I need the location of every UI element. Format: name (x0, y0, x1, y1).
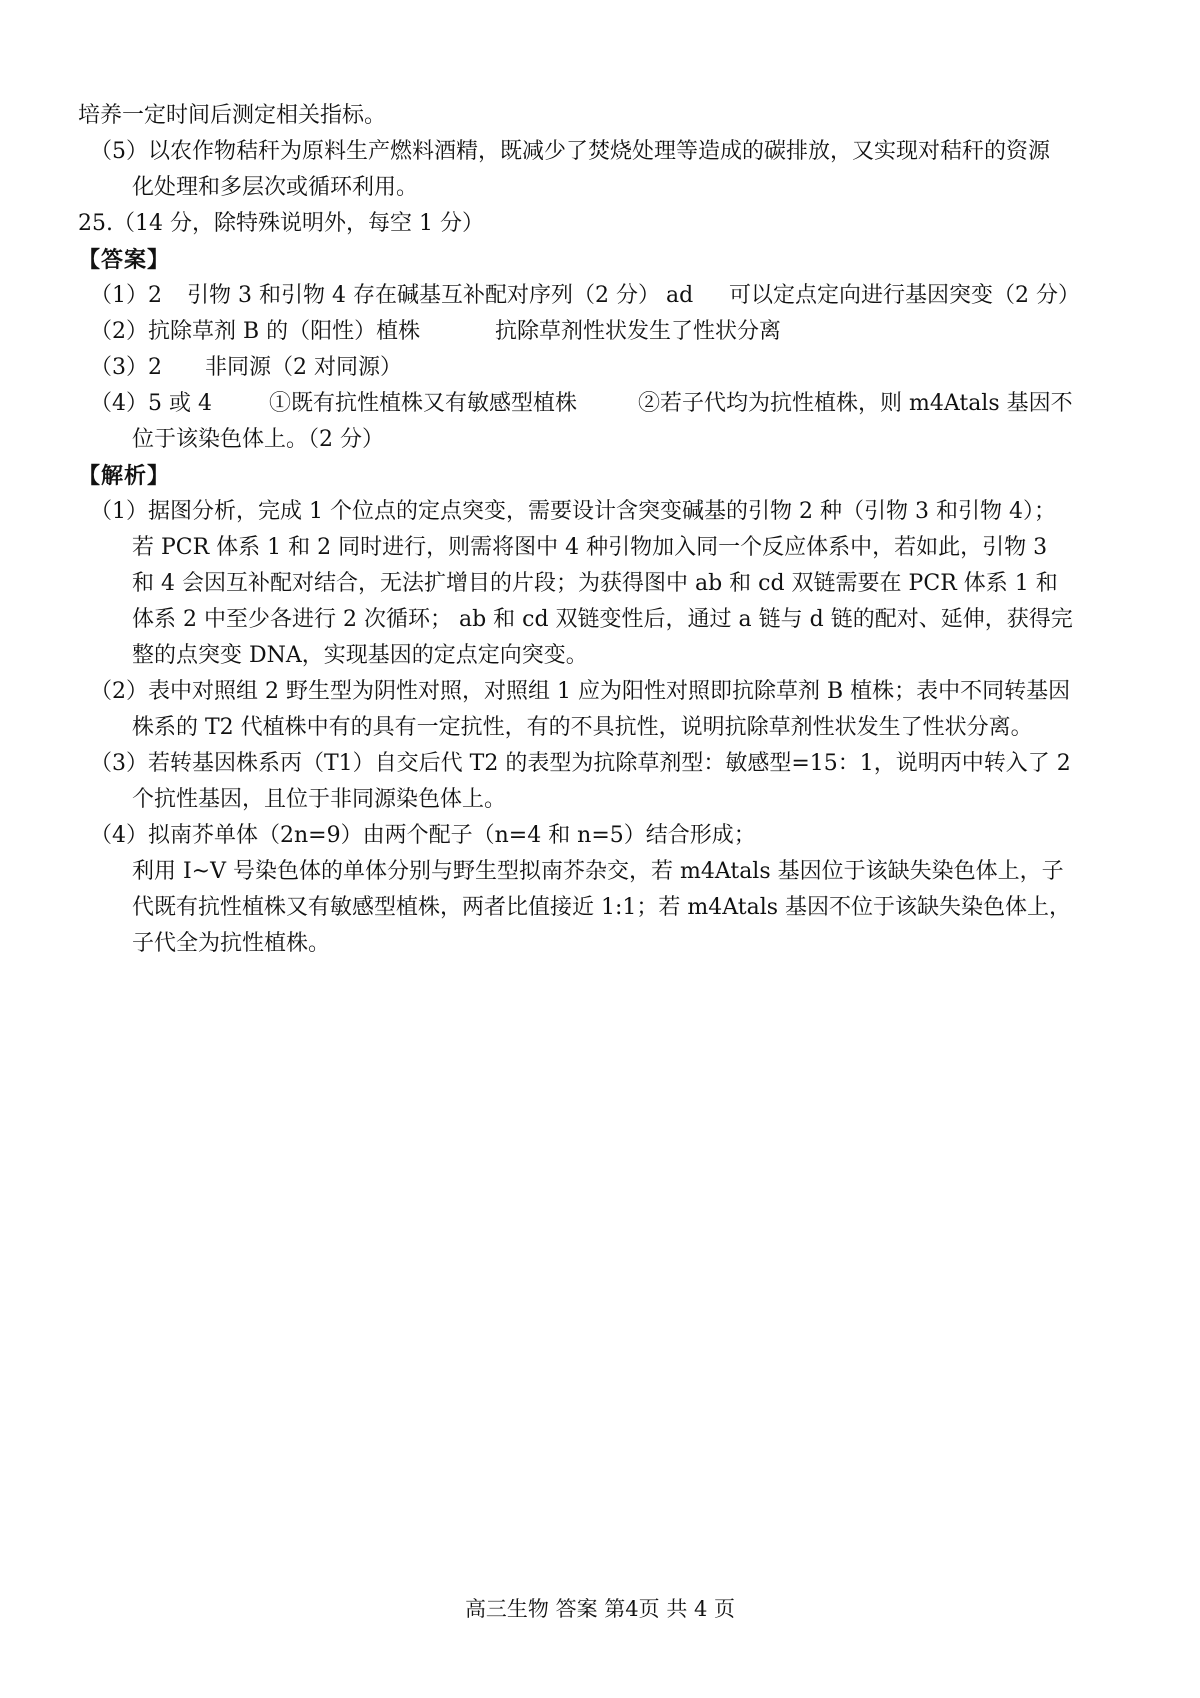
answer-item-4 (78, 386, 1128, 422)
text-line: 整的点突变 DNA，实现基因的定点定向突变。 (132, 643, 588, 668)
answer-part: 引物 3 和引物 4 存在碱基互补配对序列（2 分） (187, 283, 660, 308)
analysis-heading: 【解析】 (78, 463, 171, 489)
answer-part: ad (666, 283, 694, 308)
text-line: 化处理和多层次或循环利用。 (132, 175, 419, 200)
text-line: 和 4 会因互补配对结合，无法扩增目的片段；为获得图中 ab 和 cd 双链需要在 PCR 体系 1 和 (132, 571, 1058, 596)
text-line: （1）据图分析，完成 1 个位点的定点突变，需要设计含突变碱基的引物 2 种（引物 3 和引物 4）； (90, 499, 1056, 524)
answer-item-3 (78, 350, 1128, 386)
text-line: 代既有抗性植株又有敏感型植株，两者比值接近 1:1；若 m4Atals 基因不位于该缺失染色体上， (132, 895, 1072, 920)
text-line: 株系的 T2 代植株中有的具有一定抗性，有的不具抗性，说明抗除草剂性状发生了性状分离。 (132, 715, 1033, 740)
text-line: 位于该染色体上。（2 分） (132, 427, 384, 452)
answer-part: （4）5 或 4 (90, 391, 212, 416)
text-line: （5）以农作物秸秆为原料生产燃料酒精，既减少了焚烧处理等造成的碳排放，又实现对秸秆的资源 (90, 139, 1051, 164)
text-line: 子代全为抗性植株。 (132, 931, 331, 956)
answer-item-2 (78, 314, 1128, 350)
answer-part: ①既有抗性植株又有敏感型植株 (269, 391, 578, 416)
text-line: 个抗性基因，且位于非同源染色体上。 (132, 787, 507, 812)
document-body (78, 98, 1128, 962)
answer-part: （1）2 (90, 283, 162, 308)
text-line: 利用 I~V 号染色体的单体分别与野生型拟南芥杂交，若 m4Atals 基因位于该缺失染色体上，子 (132, 859, 1064, 884)
answer-part: ②若子代均为抗性植株，则 m4Atals 基因不 (638, 391, 1073, 416)
answer-part: 非同源（2 对同源） (205, 355, 402, 380)
text-line: 体系 2 中至少各进行 2 次循环； ab 和 cd 双链变性后，通过 a 链与 d 链的配对、延伸，获得完 (132, 607, 1073, 632)
page-footer: 高三生物 答案 第4页 共 4 页 (464, 1597, 736, 1621)
text-line: （3）若转基因株系丙（T1）自交后代 T2 的表型为抗除草剂型：敏感型=15：1，说明丙中转入了 2 (90, 751, 1071, 776)
text-line: （4）拟南芥单体（2n=9）由两个配子（n=4 和 n=5）结合形成； (90, 823, 756, 848)
answer-part: 抗除草剂性状发生了性状分离 (495, 319, 782, 344)
answer-part: （2）抗除草剂 B 的（阳性）植株 (90, 319, 421, 344)
answer-part: 可以定点定向进行基因突变（2 分） (729, 283, 1080, 308)
answer-part: （3）2 (90, 355, 162, 380)
question-heading: 25.（14 分，除特殊说明外，每空 1 分） (78, 211, 484, 236)
text-line: （2）表中对照组 2 野生型为阴性对照，对照组 1 应为阳性对照即抗除草剂 B 植株；表中不同转基因 (90, 679, 1071, 704)
answer-item-1 (78, 278, 1128, 314)
text-line: 若 PCR 体系 1 和 2 同时进行，则需将图中 4 种引物加入同一个反应体系中，若如此，引物 3 (132, 535, 1048, 560)
answer-heading: 【答案】 (78, 247, 171, 273)
text-line: 培养一定时间后测定相关指标。 (78, 103, 387, 128)
